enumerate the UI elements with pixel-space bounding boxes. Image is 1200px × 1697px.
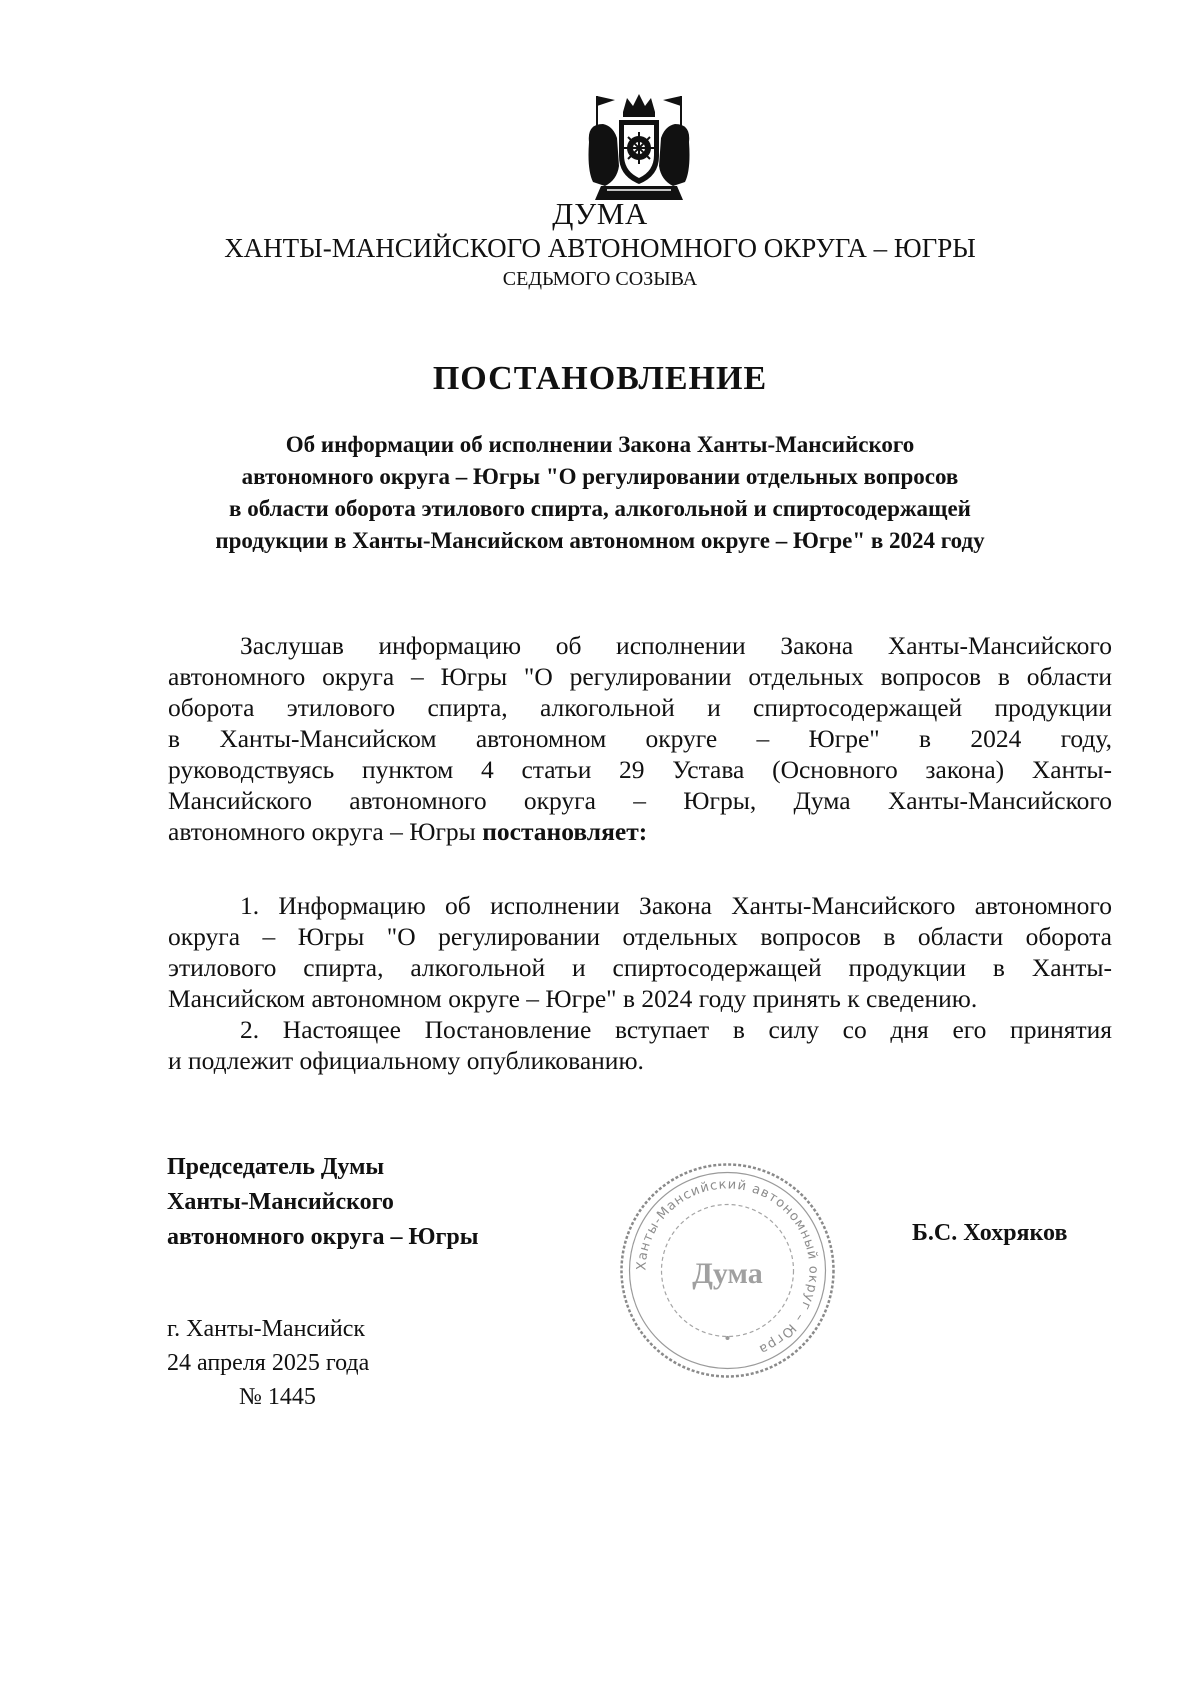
title-line: Об информации об исполнении Закона Ханты-Мансийского <box>285 432 915 457</box>
item-2-line: 2. Настоящее Постановление вступает в силу со дня его принятия <box>240 1015 1112 1044</box>
paragraph-line: в Ханты-Мансийском автономном округе – Югре" в 2024 году, <box>168 724 1112 753</box>
signatory-position <box>167 1150 478 1255</box>
signatory-name: Б.С. Хохряков <box>912 1220 1068 1246</box>
position-line: Ханты-Мансийского <box>167 1189 394 1215</box>
organization-name: ДУМА <box>552 196 648 231</box>
seal-center-text: Дума <box>692 1257 763 1290</box>
paragraph-text: автономного округа – Югры <box>168 817 483 846</box>
item-1-last-line: Мансийском автономном округе – Югре" в 2024 году принять к сведению. <box>168 984 978 1013</box>
title-line: продукции в Ханты-Мансийском автономном округе – Югре" в 2024 году <box>215 528 985 553</box>
document-type: ПОСТАНОВЛЕНИЕ <box>432 360 768 397</box>
decree-items <box>168 890 1112 1076</box>
paragraph-line: руководствуясь пунктом 4 статьи 29 Устава (Основного закона) Ханты- <box>168 755 1112 784</box>
official-seal-icon <box>615 1158 840 1383</box>
paragraph-line: Мансийского автономного округа – Югры, Дума Ханты-Мансийского <box>168 786 1112 815</box>
document-title <box>150 429 1050 557</box>
coat-of-arms-icon <box>583 90 695 202</box>
item-2-last-line: и подлежит официальному опубликованию. <box>168 1046 644 1075</box>
city: г. Ханты-Мансийск <box>167 1316 366 1342</box>
paragraph-line: оборота этилового спирта, алкогольной и спиртосодержащей продукции <box>168 693 1112 722</box>
title-line: в области оборота этилового спирта, алкогольной и спиртосодержащей <box>229 496 971 521</box>
position-line: Председатель Думы <box>167 1154 385 1180</box>
item-1-line: этилового спирта, алкогольной и спиртосодержащей продукции в Ханты- <box>168 953 1112 982</box>
document-footer <box>167 1312 369 1414</box>
convocation: СЕДЬМОГО СОЗЫВА <box>502 268 698 290</box>
paragraph-line: Заслушав информацию об исполнении Закона Ханты-Мансийского <box>240 631 1112 660</box>
title-line: автономного округа – Югры "О регулировании отдельных вопросов <box>241 464 959 489</box>
decree-word: постановляет: <box>482 817 648 846</box>
paragraph-last-line <box>168 816 1112 847</box>
intro-paragraph <box>168 630 1112 847</box>
document-number: № 1445 <box>239 1384 316 1410</box>
paragraph-line: автономного округа – Югры "О регулировании отдельных вопросов в области <box>168 662 1112 691</box>
item-1-line: 1. Информацию об исполнении Закона Ханты-Мансийского автономного <box>240 891 1112 920</box>
region-name: ХАНТЫ-МАНСИЙСКОГО АВТОНОМНОГО ОКРУГА – ЮГРЫ <box>224 233 976 263</box>
position-line: автономного округа – Югры <box>167 1224 479 1250</box>
item-1-line: округа – Югры "О регулировании отдельных вопросов в области оборота <box>168 922 1112 951</box>
seal-ring-text: Ханты-Мансийский автономный округ – Югра <box>634 1177 821 1357</box>
document-date: 24 апреля 2025 года <box>167 1350 370 1376</box>
